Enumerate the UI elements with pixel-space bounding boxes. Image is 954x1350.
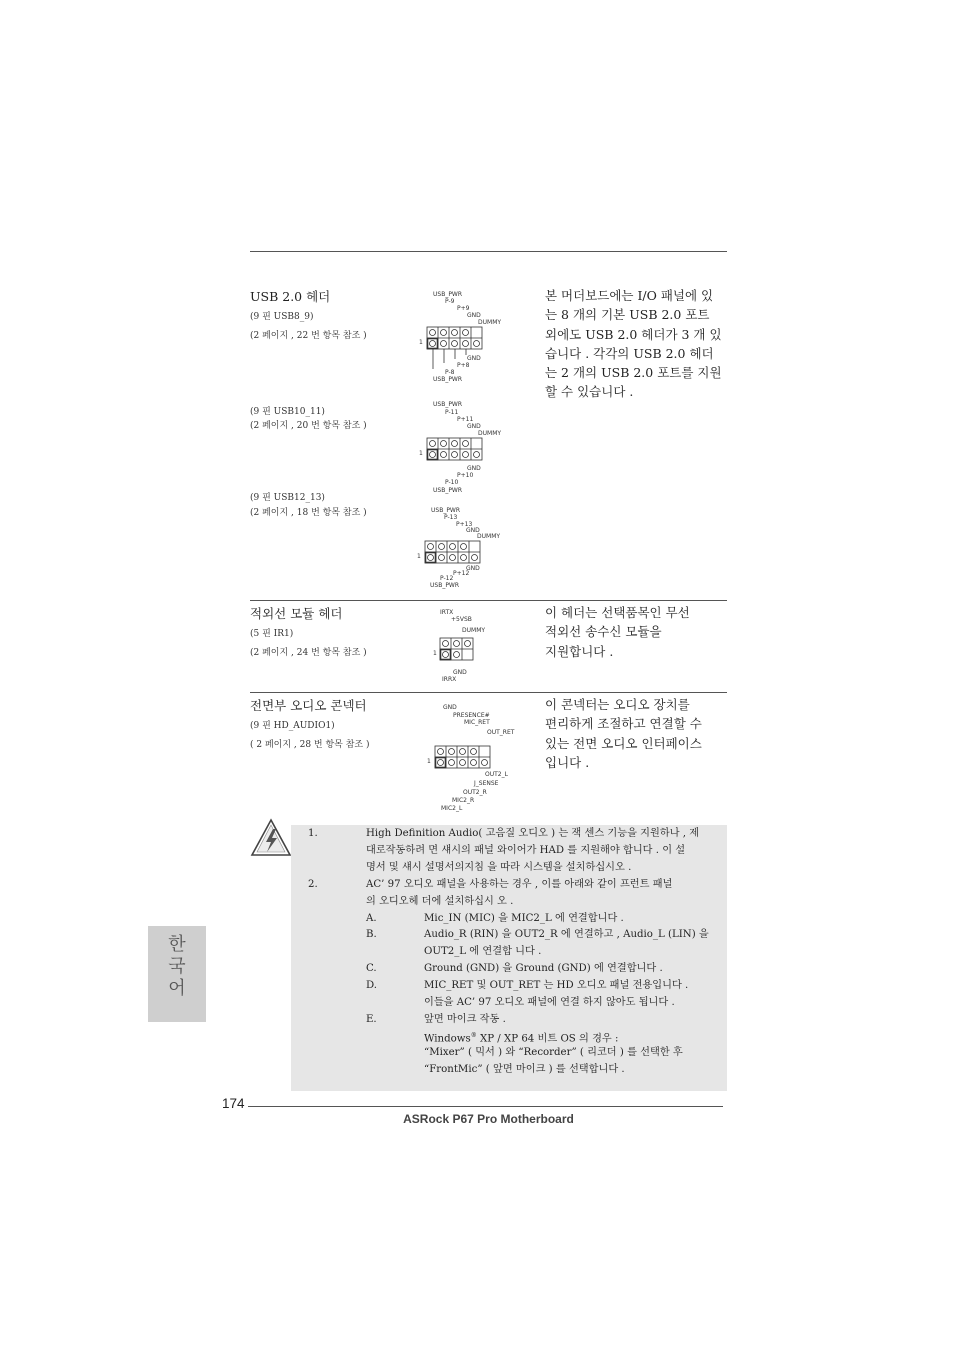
top-divider [250,251,727,252]
footer-divider [248,1106,723,1107]
usb1213-ref: (2 페이지 , 18 번 항목 참조 ) [250,508,367,518]
usb89-pins: (9 핀 USB8_9) [250,312,314,322]
ir-header-title: 적외선 모듈 헤더 [250,606,343,621]
section-divider-audio [250,692,727,693]
audio-pins: (9 핀 HD_AUDIO1) [250,721,335,731]
section-divider-ir [250,600,727,601]
usb89-pin-header [422,325,488,353]
ir-description: 이 헤더는 선택품목인 무선 적외선 송수신 모듈을 지원합니다 . [545,605,690,659]
page-number: 174 [222,1096,245,1111]
ir-pins: (5 핀 IR1) [250,629,294,639]
audio-pin-header [430,744,496,772]
audio-header-title: 전면부 오디오 콘넥터 [250,698,367,713]
usb-header-title: USB 2.0 헤더 [250,289,331,304]
usb-description: 본 머더보드에는 I/O 패널에 있 는 8 개의 기본 USB 2.0 포트 외에도 USB 2.0 헤더가 3 개 있 습니다 . 각각의 USB 2.0 헤더 는 2 개의 USB 2.0 포트를 지원 할 수 있습니다 . [545,288,722,400]
usb1213-pin-header [420,539,486,567]
audio-description: 이 콘넥터는 오디오 장치를 편리하게 조절하고 연결할 수 있는 전면 오디오 인터페이스 입니다 . [545,697,702,770]
language-side-tab: 한 국 어 [148,926,206,1022]
ir-ref: (2 페이지 , 24 번 항목 참조 ) [250,648,367,658]
usb89-ref: (2 페이지 , 22 번 항목 참조 ) [250,331,367,341]
warning-icon [250,818,292,858]
footer-title: ASRock P67 Pro Motherboard [403,1112,574,1126]
usb1011-ref: (2 페이지 , 20 번 항목 참조 ) [250,421,367,431]
usb1011-pins: (9 핀 USB10_11) [250,407,325,417]
audio-ref: ( 2 페이지 , 28 번 항목 참조 ) [250,740,370,750]
usb1011-pin-header [422,436,488,464]
ir-pin-header [435,636,477,664]
usb1213-pins: (9 핀 USB12_13) [250,493,325,503]
windows-os-line: Windows® XP / XP 64 비트 OS 의 경우 : [424,1032,619,1045]
